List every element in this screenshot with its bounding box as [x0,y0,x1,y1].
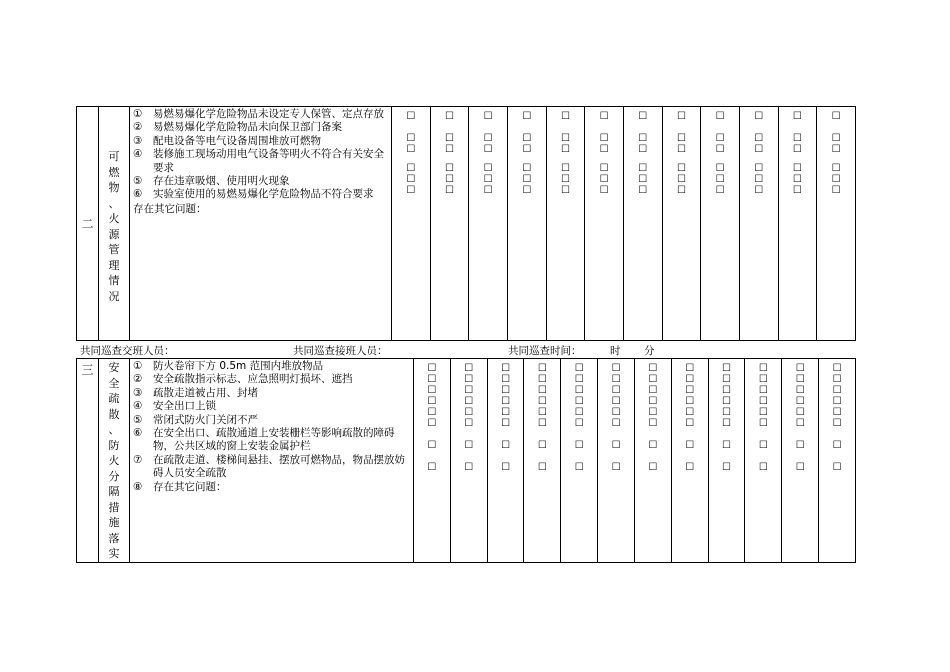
checkbox[interactable]: ☐ [483,163,493,174]
checkbox[interactable]: ☐ [445,174,454,185]
checkbox[interactable]: ☐ [676,111,686,122]
title-char: 散 [108,407,120,421]
checkbox[interactable]: ☐ [483,144,493,155]
checkbox[interactable]: ☐ [758,418,768,429]
patrol-check-cell [392,107,431,341]
title-char: 疏 [108,392,120,405]
checkbox[interactable]: ☐ [795,374,805,385]
item-marker: ⑥ [133,188,143,201]
section-title [99,359,130,563]
title-char: 理 [108,258,120,272]
title-char: 、 [108,196,120,210]
checklist-item [133,481,410,494]
checkbox[interactable]: ☐ [795,396,805,407]
checkbox[interactable]: ☐ [685,407,695,418]
item-marker: ③ [133,386,143,399]
item-text: 易燃易爆化学危险物品未向保卫部门备案 [153,121,342,134]
title-char: 落 [108,531,120,545]
checkbox[interactable]: ☐ [795,440,805,451]
patrol-check-cell [585,107,624,341]
checkbox[interactable]: ☐ [599,185,609,196]
item-marker: ① [133,360,143,372]
item-marker: ⑥ [133,427,143,440]
checkbox[interactable]: ☐ [831,133,841,144]
checkbox[interactable]: ☐ [483,111,493,122]
item-text: 在疏散走道、楼梯间悬挂、摆放可燃物品，物品摆放妨碍人员安全疏散 [153,453,405,480]
patrol-check-cell [469,107,508,341]
checkbox[interactable]: ☐ [464,374,474,385]
patrol-check-cell [524,359,561,563]
patrol-check-cell [778,107,817,341]
checkbox[interactable]: ☐ [501,407,511,418]
checkbox[interactable]: ☐ [676,144,686,155]
checkbox[interactable]: ☐ [599,133,609,144]
checkbox[interactable]: ☐ [537,418,547,429]
section-title [99,107,130,341]
item-text: 存在违章吸烟、使用明火现象 [153,175,290,188]
checkbox[interactable]: ☐ [574,396,584,407]
checkbox[interactable]: ☐ [427,440,437,451]
checkbox[interactable]: ☐ [722,418,732,429]
checkbox[interactable]: ☐ [831,174,841,185]
title-char: 燃 [108,165,120,179]
checkbox[interactable]: ☐ [676,133,686,144]
checkbox[interactable]: ☐ [464,440,474,451]
item-text: 疏散走道被占用、封堵 [153,386,258,399]
checkbox[interactable]: ☐ [758,396,768,407]
item-marker: ① [133,108,143,120]
checklist-item [133,454,410,481]
patrol-check-cell [546,107,585,341]
checklist-item [133,108,388,121]
checkbox[interactable]: ☐ [676,174,686,185]
checkbox[interactable]: ☐ [537,462,547,473]
checkbox[interactable]: ☐ [832,418,842,429]
checkbox[interactable]: ☐ [599,144,609,155]
checkbox[interactable]: ☐ [685,374,695,385]
checklist-item [133,414,410,427]
title-char: 安 [108,361,120,374]
checkbox[interactable]: ☐ [792,133,802,144]
checkbox[interactable]: ☐ [501,374,511,385]
item-text: 配电设备等电气设备周围堆放可燃物 [153,134,321,147]
title-char: 施 [108,516,120,529]
checkbox[interactable]: ☐ [406,144,416,155]
checkbox[interactable]: ☐ [722,374,732,385]
item-marker: ② [133,373,143,386]
checkbox[interactable]: ☐ [685,418,695,429]
title-char: 物 [108,181,120,194]
patrol-check-cell [598,359,635,563]
checkbox[interactable]: ☐ [722,440,732,451]
checkbox[interactable]: ☐ [832,440,842,451]
item-text: 安全出口上锁 [153,400,216,413]
checkbox[interactable]: ☐ [427,385,437,396]
checklist-item [133,188,388,201]
item-marker: ④ [133,148,143,161]
item-text: 装修施工现场动用电气设备等明火不符合有关安全要求 [153,148,384,174]
checkbox[interactable]: ☐ [685,363,695,374]
checkbox[interactable]: ☐ [599,163,609,174]
checkbox[interactable]: ☐ [501,363,511,374]
checkbox[interactable]: ☐ [560,111,570,122]
checkbox[interactable]: ☐ [560,163,570,174]
patrol-check-cell [414,359,451,563]
checkbox[interactable]: ☐ [795,418,805,429]
patrol-check-cell [739,107,778,341]
item-text: 存在其它问题： [153,480,227,493]
title-char: 隔 [108,485,120,498]
patrol-check-cell [701,107,740,341]
title-char: 、 [108,423,120,436]
patrol-check-cell [662,107,701,341]
patrol-check-cell [817,107,856,341]
checklist-item [133,373,410,386]
checkbox[interactable]: ☐ [795,407,805,418]
checkbox[interactable]: ☐ [427,374,437,385]
checkbox[interactable]: ☐ [427,363,437,374]
minute-label: 分 [644,345,655,357]
title-char: 况 [108,289,120,303]
patrol-check-cell [745,359,782,563]
checkbox[interactable]: ☐ [427,418,437,429]
checkbox[interactable]: ☐ [574,418,584,429]
checkbox[interactable]: ☐ [522,144,532,155]
checklist-items [130,359,414,563]
checkbox[interactable]: ☐ [445,111,454,122]
patrol-check-cell [671,359,708,563]
checkbox[interactable]: ☐ [795,363,805,374]
checkbox[interactable]: ☐ [758,407,768,418]
checkbox[interactable]: ☐ [832,374,842,385]
checkbox[interactable]: ☐ [685,440,695,451]
checkbox[interactable]: ☐ [722,396,732,407]
checkbox[interactable]: ☐ [464,462,474,473]
checkbox[interactable]: ☐ [648,418,658,429]
checklist-item [133,427,410,454]
checkbox[interactable]: ☐ [537,363,547,374]
checkbox[interactable]: ☐ [648,374,658,385]
checkbox[interactable]: ☐ [483,185,493,196]
other-issues-label: 存在其它问题： [133,202,207,215]
checkbox[interactable]: ☐ [522,133,532,144]
item-marker: ⑤ [133,413,143,426]
checkbox[interactable]: ☐ [427,396,437,407]
checkbox[interactable]: ☐ [537,385,547,396]
checkbox[interactable]: ☐ [611,374,621,385]
checkbox[interactable]: ☐ [560,144,570,155]
checkbox[interactable]: ☐ [648,440,658,451]
checklist-items [130,107,392,341]
item-text: 在安全出口、疏散通道上安装栅栏等影响疏散的障碍物，公共区域的窗上安装金属护栏 [153,427,395,453]
checkbox[interactable]: ☐ [638,111,648,122]
checkbox[interactable]: ☐ [464,407,474,418]
checkbox[interactable]: ☐ [648,363,658,374]
item-marker: ⑧ [133,480,143,493]
checkbox[interactable]: ☐ [715,185,725,196]
checkbox[interactable]: ☐ [537,440,547,451]
checkbox[interactable]: ☐ [611,396,621,407]
checkbox[interactable]: ☐ [722,462,732,473]
patrol-check-cell [487,359,524,563]
checkbox[interactable]: ☐ [832,363,842,374]
title-char: 源 [108,227,120,241]
section-number: 二 [77,107,99,341]
checkbox[interactable]: ☐ [754,111,764,122]
checkbox[interactable]: ☐ [792,111,802,122]
checklist-item [133,360,410,373]
item-text: 易燃易爆化学危险物品未设定专人保管、定点存放 [153,108,384,120]
checkbox[interactable]: ☐ [522,163,532,174]
checkbox[interactable]: ☐ [464,385,474,396]
checkbox[interactable]: ☐ [560,133,570,144]
checkbox[interactable]: ☐ [599,111,609,122]
checkbox[interactable]: ☐ [537,396,547,407]
checkbox[interactable]: ☐ [758,385,768,396]
checkbox[interactable]: ☐ [715,163,725,174]
checkbox[interactable]: ☐ [611,385,621,396]
item-text: 常闭式防火门关闭不严 [153,413,258,426]
checkbox[interactable]: ☐ [685,385,695,396]
title-char: 全 [108,376,120,390]
checkbox[interactable]: ☐ [638,174,648,185]
title-char: 防 [108,438,120,452]
checkbox[interactable]: ☐ [611,363,621,374]
checkbox[interactable]: ☐ [560,185,570,196]
checkbox[interactable]: ☐ [758,440,768,451]
item-marker: ⑦ [133,453,143,466]
checkbox[interactable]: ☐ [560,174,570,185]
section-3-table [76,358,856,563]
checkbox[interactable]: ☐ [611,407,621,418]
checkbox[interactable]: ☐ [715,133,725,144]
checkbox[interactable]: ☐ [715,144,725,155]
signature-line [80,344,856,358]
checkbox[interactable]: ☐ [611,418,621,429]
checkbox[interactable]: ☐ [427,407,437,418]
checkbox[interactable]: ☐ [574,440,584,451]
checkbox[interactable]: ☐ [832,462,842,473]
checkbox[interactable]: ☐ [406,185,416,196]
title-char: 火 [108,212,120,225]
takeover-label: 共同巡查接班人员： [293,345,388,357]
checkbox[interactable]: ☐ [685,396,695,407]
checkbox[interactable]: ☐ [464,396,474,407]
item-text: 防火卷帘下方 0.5m 范围内堆放物品 [153,360,324,372]
checkbox[interactable]: ☐ [537,407,547,418]
checkbox[interactable]: ☐ [792,185,802,196]
checkbox[interactable]: ☐ [758,363,768,374]
checkbox[interactable]: ☐ [638,185,648,196]
checkbox[interactable]: ☐ [445,144,454,155]
hour-label: 时 [610,345,621,357]
checkbox[interactable]: ☐ [522,185,532,196]
checkbox[interactable]: ☐ [599,174,609,185]
checkbox[interactable]: ☐ [574,407,584,418]
checkbox[interactable]: ☐ [831,163,841,174]
patrol-check-cell [507,107,546,341]
checkbox[interactable]: ☐ [795,385,805,396]
checkbox[interactable]: ☐ [648,407,658,418]
checkbox[interactable]: ☐ [483,174,493,185]
checkbox[interactable]: ☐ [715,111,725,122]
checkbox[interactable]: ☐ [574,462,584,473]
checkbox[interactable]: ☐ [464,418,474,429]
checkbox[interactable]: ☐ [792,174,802,185]
checkbox[interactable]: ☐ [574,374,584,385]
item-marker: ② [133,121,143,134]
title-char: 分 [108,469,120,483]
checkbox[interactable]: ☐ [427,462,437,473]
checkbox[interactable]: ☐ [758,374,768,385]
patrol-check-cell [819,359,856,563]
checkbox[interactable]: ☐ [501,440,511,451]
checkbox[interactable]: ☐ [758,462,768,473]
checkbox[interactable]: ☐ [754,144,764,155]
checkbox[interactable]: ☐ [611,462,621,473]
section-2-row [77,107,856,341]
checkbox[interactable]: ☐ [832,385,842,396]
checkbox[interactable]: ☐ [501,385,511,396]
item-text: 安全疏散指示标志、应急照明灯损坏、遮挡 [153,373,353,386]
checkbox[interactable]: ☐ [792,163,802,174]
checkbox[interactable]: ☐ [638,133,648,144]
checkbox[interactable]: ☐ [676,185,686,196]
checkbox[interactable]: ☐ [445,185,454,196]
checkbox[interactable]: ☐ [522,111,532,122]
checkbox[interactable]: ☐ [832,407,842,418]
checkbox[interactable]: ☐ [406,111,416,122]
item-marker: ⑤ [133,175,143,188]
checkbox[interactable]: ☐ [483,133,493,144]
item-marker: ③ [133,134,143,147]
checkbox[interactable]: ☐ [464,363,474,374]
item-marker: ④ [133,400,143,413]
checkbox[interactable]: ☐ [795,462,805,473]
patrol-check-cell [708,359,745,563]
checkbox[interactable]: ☐ [754,185,764,196]
checkbox[interactable]: ☐ [611,440,621,451]
title-char: 情 [108,274,120,287]
checkbox[interactable]: ☐ [574,363,584,374]
checkbox[interactable]: ☐ [831,111,841,122]
checkbox[interactable]: ☐ [685,462,695,473]
checklist-item [133,135,388,148]
checkbox[interactable]: ☐ [754,174,764,185]
checklist-item [133,400,410,413]
checkbox[interactable]: ☐ [406,133,416,144]
checkbox[interactable]: ☐ [638,144,648,155]
checklist-item [133,175,388,188]
checkbox[interactable]: ☐ [676,163,686,174]
checkbox[interactable]: ☐ [722,363,732,374]
patrol-check-cell [623,107,662,341]
title-char: 管 [108,243,120,256]
time-label: 共同巡查时间： [508,345,582,357]
checkbox[interactable]: ☐ [792,144,802,155]
patrol-check-cell [561,359,598,563]
patrol-check-cell [450,359,487,563]
checkbox[interactable]: ☐ [648,385,658,396]
handover-label: 共同巡查交班人员： [80,345,175,357]
checkbox[interactable]: ☐ [754,133,764,144]
patrol-check-cell [430,107,469,341]
checkbox[interactable]: ☐ [832,396,842,407]
title-char: 措 [108,500,120,514]
checkbox[interactable]: ☐ [831,185,841,196]
title-char: 火 [108,454,120,467]
checkbox[interactable]: ☐ [648,462,658,473]
checkbox[interactable]: ☐ [638,163,648,174]
checkbox[interactable]: ☐ [537,374,547,385]
checkbox[interactable]: ☐ [722,407,732,418]
title-char: 可 [108,150,120,163]
patrol-check-cell [634,359,671,563]
checkbox[interactable]: ☐ [406,174,416,185]
checkbox[interactable]: ☐ [754,163,764,174]
checklist-item [133,121,388,134]
checkbox[interactable]: ☐ [648,396,658,407]
checkbox[interactable]: ☐ [445,163,454,174]
checkbox[interactable]: ☐ [522,174,532,185]
title-char: 实 [108,547,120,560]
checkbox[interactable]: ☐ [831,144,841,155]
section-number: 三 [77,359,99,563]
checkbox[interactable]: ☐ [722,385,732,396]
section-2-table [76,106,856,341]
checkbox[interactable]: ☐ [574,385,584,396]
checkbox[interactable]: ☐ [501,462,511,473]
item-text: 实验室使用的易燃易爆化学危险物品不符合要求 [153,188,374,201]
checkbox[interactable]: ☐ [406,163,416,174]
checkbox[interactable]: ☐ [501,396,511,407]
patrol-check-cell [782,359,819,563]
section-3-row [77,359,856,563]
checkbox[interactable]: ☐ [501,418,511,429]
checkbox[interactable]: ☐ [445,133,454,144]
checklist-item [133,387,410,400]
checklist-item [133,148,388,175]
checkbox[interactable]: ☐ [715,174,725,185]
